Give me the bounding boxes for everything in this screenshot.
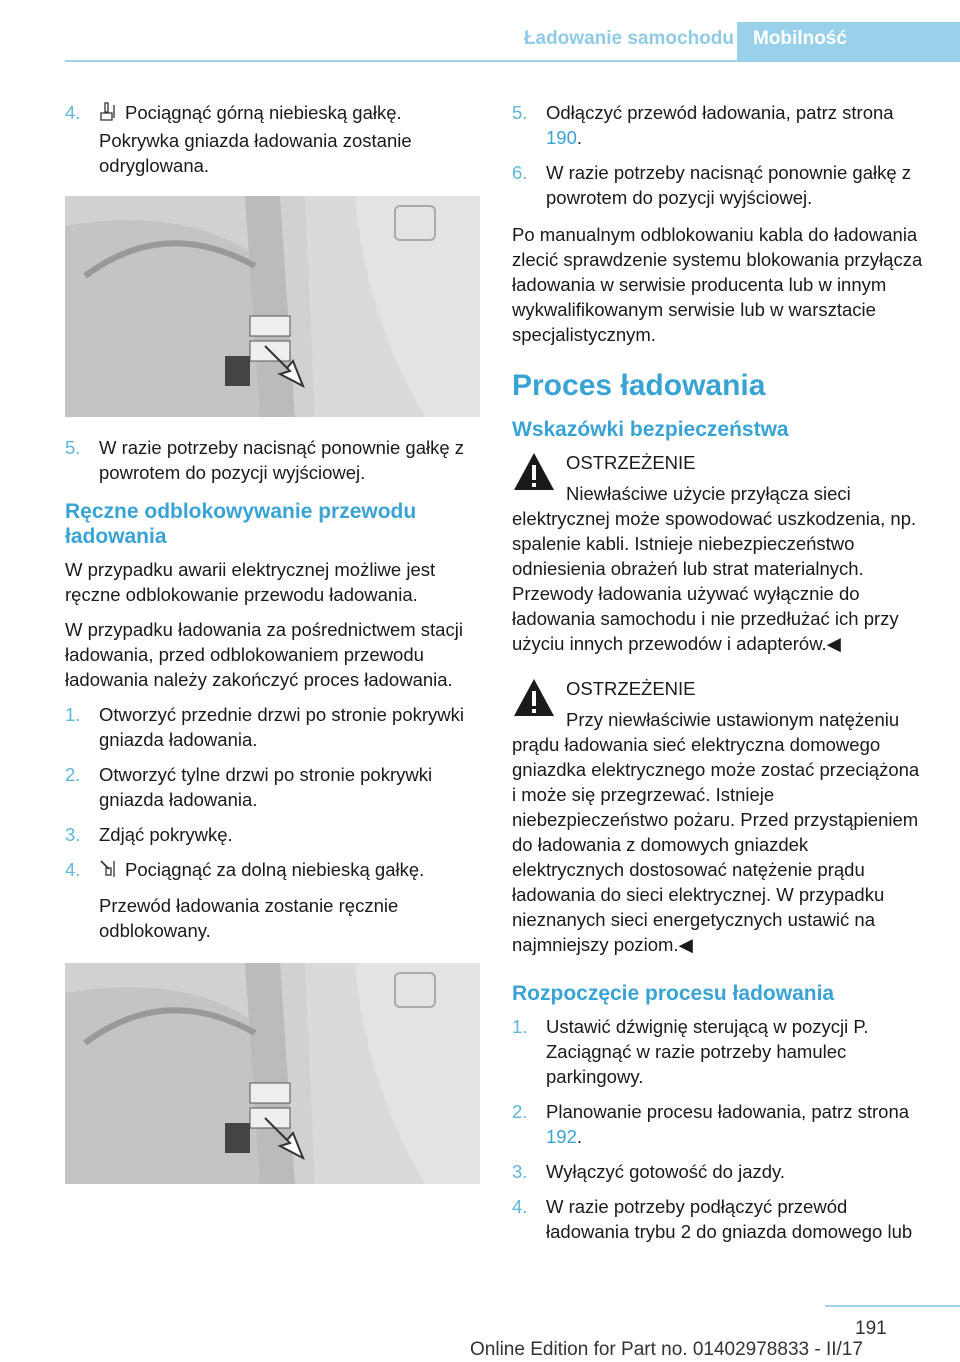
- steps-list-mid: [65, 435, 480, 485]
- header-chapter-tab: Mobilność: [737, 22, 960, 62]
- edition-note: Online Edition for Part no. 01402978833 - II/17: [470, 1339, 863, 1360]
- knob-upper-icon: [99, 102, 117, 128]
- list-item: 3. Zdjąć pokrywkę.: [65, 824, 233, 845]
- steps-list-top: [65, 100, 480, 178]
- paragraph: Po manualnym odblokowaniu kabla do ładowania zlecić sprawdzenie systemu blokowania przyłącza ładowania w serwisie producenta lub w innym wykwalifikowanym serwisie lub w warsztacie specjalistycznym.: [512, 224, 923, 345]
- steps-list-start: [512, 1014, 924, 1244]
- list-item: 5. Odłączyć przewód ładowania, patrz strona 190.: [512, 102, 894, 148]
- knob-lower-icon: [99, 859, 117, 885]
- right-column: [512, 100, 924, 1256]
- list-item: 4. Pociągnąć za dolną niebieską gałkę. Przewód ładowania zostanie ręcznie odblokowany.: [65, 859, 425, 941]
- list-item: 4. Pociągnąć górną niebieską gałkę. Pokrywka gniazda ładowania zostanie odryglowana.: [65, 102, 412, 176]
- warning-title: OSTRZEŻENIE: [566, 452, 696, 473]
- steps-list-manual: [65, 702, 480, 943]
- warning-block: [512, 676, 924, 957]
- list-item: 5. W razie potrzeby nacisnąć ponownie gałkę z powrotem do pozycji wyjściowej.: [65, 437, 465, 483]
- paragraph: W przypadku awarii elektrycznej możliwe jest ręczne odblokowanie przewodu ładowania.: [65, 559, 436, 605]
- warning-triangle-icon: [512, 450, 556, 494]
- photo-charging-flap-upper-knob: [65, 196, 480, 417]
- page-reference-link[interactable]: 190: [546, 127, 577, 148]
- list-item: 2. Planowanie procesu ładowania, patrz strona 192.: [512, 1101, 910, 1147]
- list-item: 3. Wyłączyć gotowość do jazdy.: [512, 1161, 786, 1182]
- steps-list-continue: [512, 100, 924, 210]
- footer-rule: [825, 1305, 960, 1307]
- section-heading: Wskazówki bezpieczeństwa: [512, 418, 789, 441]
- warning-block: [512, 450, 924, 656]
- section-heading: Rozpoczęcie procesu ładowania: [512, 982, 835, 1005]
- warning-title: OSTRZEŻENIE: [566, 678, 696, 699]
- page-reference-link[interactable]: 192: [546, 1126, 577, 1147]
- list-item: 6. W razie potrzeby nacisnąć ponownie gałkę z powrotem do pozycji wyjściowej.: [512, 162, 912, 208]
- list-item: 2. Otworzyć tylne drzwi po stronie pokrywki gniazda ładowania.: [65, 764, 433, 810]
- left-column: [65, 100, 480, 1202]
- list-item: 1. Otworzyć przednie drzwi po stronie pokrywki gniazda ładowania.: [65, 704, 464, 750]
- warning-text: Przy niewłaściwie ustawionym natężeniu prądu ładowania sieć elektryczna domowego gniazdka elektrycznego może zostać przeciążona i może się przegrzewać. Istnieje niebezpieczeństwo pożaru. Przed przystąpieniem do ładowania z domowych gniazdek elektrycznych dostosować natężenie prądu ładowania do sieci elektrycznej. W przypadku nieznanych sieci energetycznych ustawić na najmniejszy poziom.◀: [512, 709, 920, 955]
- chapter-title: Proces ładowania: [512, 369, 766, 402]
- header-section-title: Ładowanie samochodu: [523, 28, 734, 49]
- section-heading: Ręczne odblokowywanie przewodu ładowania: [65, 500, 417, 548]
- page-number: 191: [855, 1318, 887, 1339]
- photo-charging-flap-lower-knob: [65, 963, 480, 1184]
- warning-triangle-icon: [512, 676, 556, 720]
- list-item: 1. Ustawić dźwignię sterującą w pozycji P. Zaciągnąć w razie potrzeby hamulec parkingowy.: [512, 1016, 869, 1087]
- warning-text: Niewłaściwe użycie przyłącza sieci elektrycznej może spowodować uszkodzenia, np. spalenie kabli. Istnieje niebezpieczeństwo odniesienia obrażeń lub strat materialnych. Przewody ładowania używać wyłącznie do ładowania samochodu i nie przedłużać ich przy użyciu innych przewodów i adapterów.◀: [512, 483, 917, 654]
- paragraph: W przypadku ładowania za pośrednictwem stacji ładowania, przed odblokowaniem przewodu ładowania należy zakończyć proces ładowania.: [65, 619, 463, 690]
- list-item: 4. W razie potrzeby podłączyć przewód ładowania trybu 2 do gniazda domowego lub: [512, 1196, 913, 1242]
